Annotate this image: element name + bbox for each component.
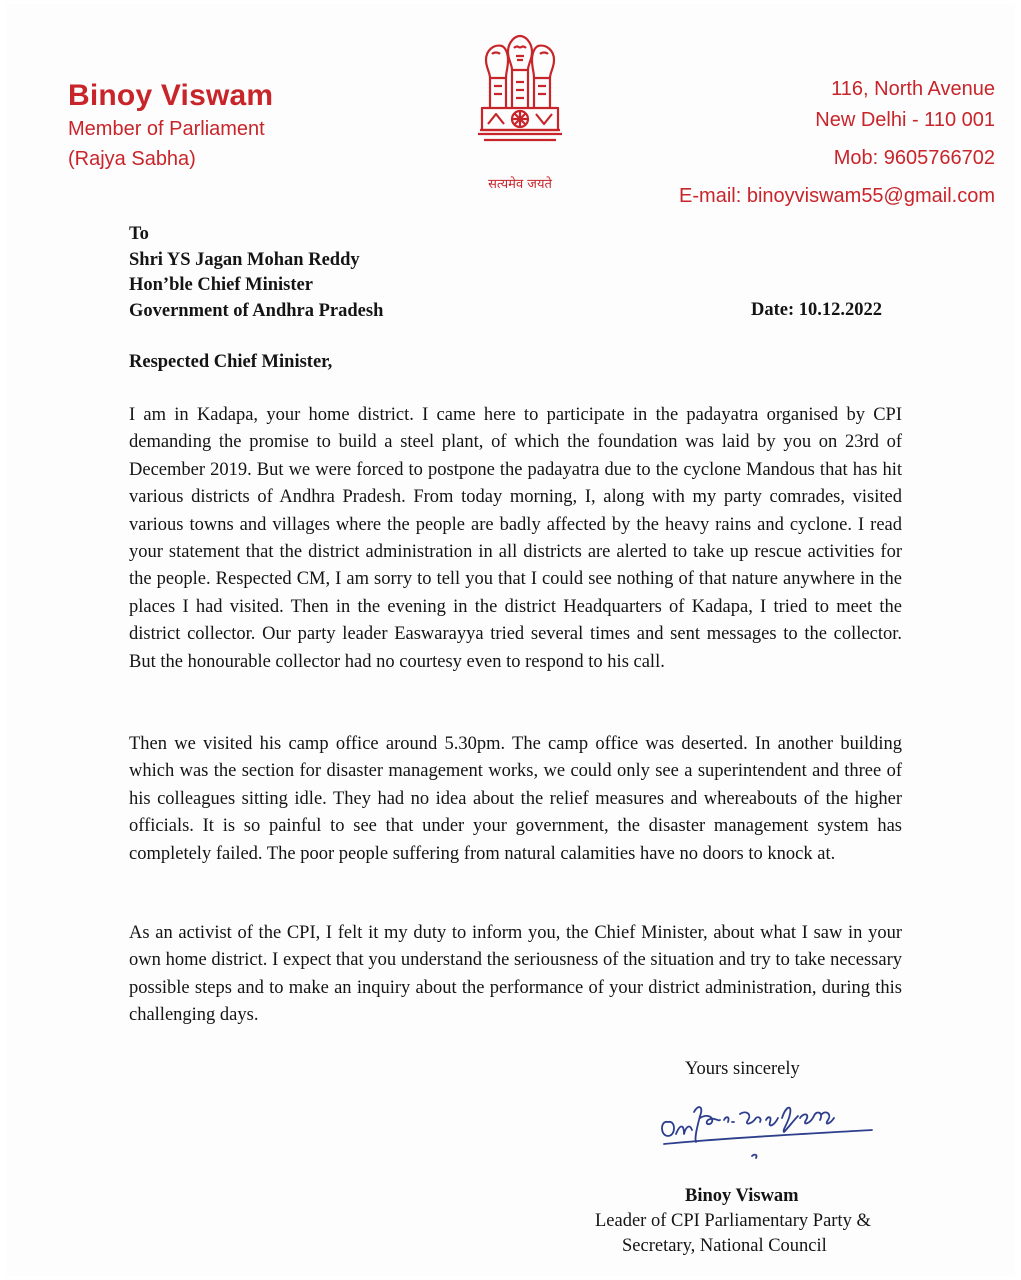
signer-role-line-1: Leader of CPI Parliamentary Party & — [595, 1211, 871, 1231]
letterhead-designation: Member of Parliament — [68, 118, 265, 140]
letter-page — [6, 4, 1015, 1276]
mobile-number: Mob: 9605766702 — [833, 147, 995, 169]
body-paragraph-3: As an activist of the CPI, I felt it my duty to inform you, the Chief Minister, about what I saw in your own home district. I expect that you understand the seriousness of the situation and try to take necessary possible steps and to make an inquiry about the performance of your district administration, during this challenging days. — [129, 923, 902, 1026]
letterhead-right — [679, 74, 995, 212]
address-line-1: 116, North Avenue — [831, 78, 995, 100]
valediction: Yours sincerely — [685, 1059, 800, 1079]
ashoka-emblem-icon — [470, 30, 570, 170]
letterhead-house: (Rajya Sabha) — [68, 148, 196, 170]
address-line-2: New Delhi - 110 001 — [815, 109, 995, 131]
recipient-block — [129, 222, 383, 324]
letterhead-name: Binoy Viswam — [68, 79, 274, 112]
signer-role-line-2: Secretary, National Council — [622, 1236, 827, 1256]
handwritten-signature — [654, 1090, 884, 1170]
recipient-name: Shri YS Jagan Mohan Reddy — [129, 249, 360, 270]
recipient-office: Government of Andhra Pradesh — [129, 300, 384, 321]
body-paragraph-2: Then we visited his camp office around 5.30pm. The camp office was deserted. In another building which was the section for disaster management works, we could only see a superintendent and three of his colleagues sitting idle. They had no idea about the relief measures and whereabouts of the higher officials. It is so painful to see that under your government, the disaster management system has completely failed. The poor people suffering from natural calamities have no doors to knock at. — [129, 734, 902, 864]
letter-date: Date: 10.12.2022 — [751, 300, 883, 320]
salutation: Respected Chief Minister, — [129, 352, 333, 372]
letterhead-left — [68, 78, 273, 174]
emblem-motto: सत्यमेव जयते — [488, 177, 552, 192]
email-address: E-mail: binoyviswam55@gmail.com — [679, 185, 995, 207]
body-paragraph-1: I am in Kadapa, your home district. I came here to participate in the padayatra organised by CPI demanding the promise to build a steel plant, of which the foundation was laid by you on 23rd of December 2019. But we were forced to postpone the padayatra due to the cyclone Mandous that has hit various districts of Andhra Pradesh. From today morning, I, along with my party comrades, visited various towns and villages where the people are badly affected by the heavy rains and cyclone. I read your statement that the district administration in all districts are alerted to take up rescue activities for the people. Respected CM, I am sorry to tell you that I could see nothing of that nature anywhere in the places I had visited. Then in the evening in the district Headquarters of Kadapa, I tried to meet the district collector. Our party leader Easwarayya tried several times and sent messages to the collector. But the honourable collector had no courtesy even to respond to his call. — [129, 405, 902, 672]
signer-name: Binoy Viswam — [685, 1186, 799, 1206]
recipient-to: To — [129, 224, 149, 244]
national-emblem — [461, 30, 579, 200]
recipient-title: Hon’ble Chief Minister — [129, 275, 313, 295]
